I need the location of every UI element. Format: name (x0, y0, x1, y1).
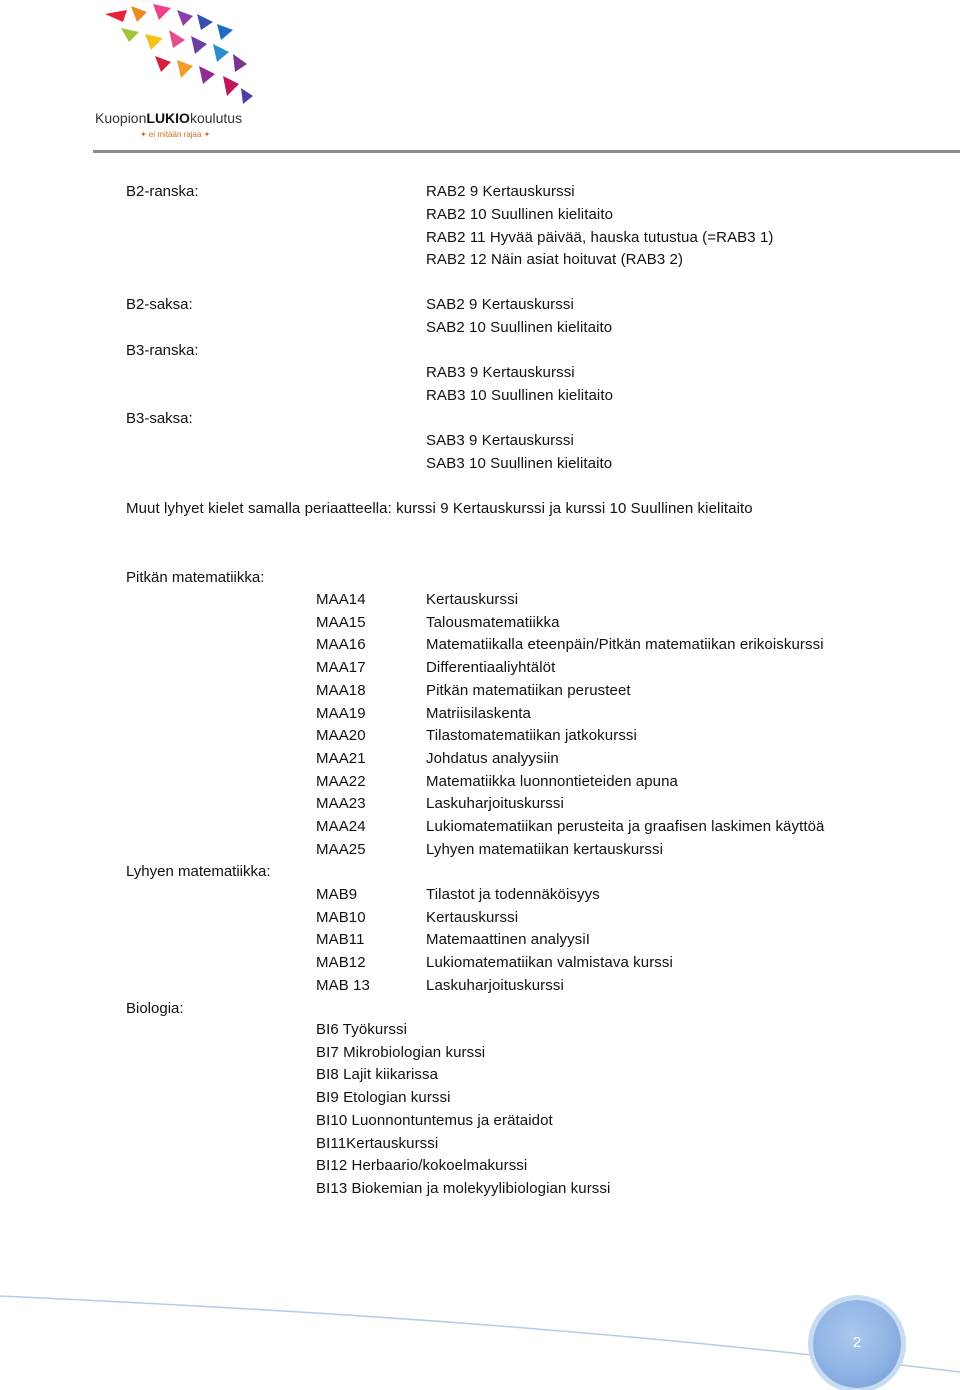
biology-course: BI9 Etologian kurssi (316, 1089, 451, 1107)
course-name: Differentiaaliyhtälöt (426, 659, 556, 677)
course-code: MAA15 (316, 613, 366, 631)
course-name: Matriisilaskenta (426, 704, 531, 722)
course-rab2-10: RAB2 10 Suullinen kielitaito (426, 206, 614, 223)
course-code: MAA19 (316, 704, 366, 722)
label-biology: Biologia: (126, 1000, 184, 1017)
course-name: Matemaattinen analyysiI (426, 931, 591, 949)
biology-course: BI13 Biokemian ja molekyylibiologian kurssi (316, 1179, 611, 1197)
biology-course: BI7 Mikrobiologian kurssi (316, 1043, 486, 1061)
course-rab2-9: RAB2 9 Kertauskurssi (426, 183, 575, 200)
course-code: MAA22 (316, 772, 366, 790)
course-name: Tilastomatematiikan jatkokurssi (426, 727, 637, 745)
course-code: MAA23 (316, 795, 366, 813)
course-code: MAA16 (316, 636, 366, 654)
course-rab3-10: RAB3 10 Suullinen kielitaito (426, 387, 614, 404)
course-sab3-10: SAB3 10 Suullinen kielitaito (426, 455, 613, 472)
course-name: Laskuharjoituskurssi (426, 795, 564, 813)
course-code: MAB11 (316, 931, 365, 949)
logo-tagline: ✦ ei mitään rajaa ✦ (140, 130, 211, 139)
biology-course: BI8 Lajit kiikarissa (316, 1066, 439, 1084)
label-b3-saksa: B3-saksa: (126, 410, 193, 427)
label-b2-saksa: B2-saksa: (126, 296, 193, 313)
page-number: 2 (852, 1334, 862, 1351)
course-code: MAB 13 (316, 976, 370, 994)
course-sab2-9: SAB2 9 Kertauskurssi (426, 296, 574, 313)
course-code: MAB10 (316, 908, 366, 926)
course-name: Lukiomatematiikan perusteita ja graafisen laskimen käyttöä (426, 818, 825, 835)
course-name: Matematiikka luonnontieteiden apuna (426, 772, 679, 790)
label-math-short: Lyhyen matematiikka: (126, 863, 271, 880)
logo-wordmark: KuopionLUKIOkoulutus (95, 110, 243, 126)
course-rab3-9: RAB3 9 Kertauskurssi (426, 364, 575, 381)
course-code: MAB12 (316, 954, 366, 972)
course-name: Tilastot ja todennäköisyys (426, 886, 600, 903)
biology-course: BI12 Herbaario/kokoelmakurssi (316, 1157, 528, 1175)
course-name: Laskuharjoituskurssi (426, 976, 564, 994)
biology-course: BI6 Työkurssi (316, 1021, 408, 1038)
course-rab2-11: RAB2 11 Hyvää päivää, hauska tutustua (=RAB3 1) (426, 229, 774, 246)
other-languages-note: Muut lyhyet kielet samalla periaatteella: kurssi 9 Kertauskurssi ja kurssi 10 Suullinen kielitaito (126, 500, 753, 517)
course-code: MAB9 (316, 886, 358, 903)
course-sab3-9: SAB3 9 Kertauskurssi (426, 432, 574, 449)
course-name: Kertauskurssi (426, 591, 519, 608)
course-code: MAA14 (316, 591, 366, 608)
course-code: MAA24 (316, 818, 366, 835)
course-code: MAA17 (316, 659, 366, 677)
course-code: MAA20 (316, 727, 366, 745)
course-name: Lyhyen matematiikan kertauskurssi (426, 840, 664, 858)
course-sab2-10: SAB2 10 Suullinen kielitaito (426, 319, 613, 336)
course-name: Johdatus analyysiin (426, 749, 559, 767)
biology-course: BI10 Luonnontuntemus ja erätaidot (316, 1111, 553, 1129)
course-code: MAA25 (316, 840, 366, 858)
biology-course: BI11Kertauskurssi (316, 1134, 439, 1152)
course-code: MAA21 (316, 749, 366, 767)
course-name: Talousmatematiikka (426, 613, 560, 631)
logo-graphic (93, 0, 263, 150)
label-b3-ranska: B3-ranska: (126, 342, 199, 359)
course-name: Matematiikalla eteenpäin/Pitkän matematiikan erikoiskurssi (426, 636, 824, 654)
course-name: Lukiomatematiikan valmistava kurssi (426, 954, 673, 972)
header-rule (93, 150, 960, 153)
course-rab2-12: RAB2 12 Näin asiat hoituvat (RAB3 2) (426, 251, 684, 268)
course-name: Kertauskurssi (426, 908, 519, 926)
course-code: MAA18 (316, 681, 366, 699)
label-math-long: Pitkän matematiikka: (126, 569, 265, 586)
label-b2-ranska: B2-ranska: (126, 183, 199, 200)
course-name: Pitkän matematiikan perusteet (426, 681, 631, 699)
